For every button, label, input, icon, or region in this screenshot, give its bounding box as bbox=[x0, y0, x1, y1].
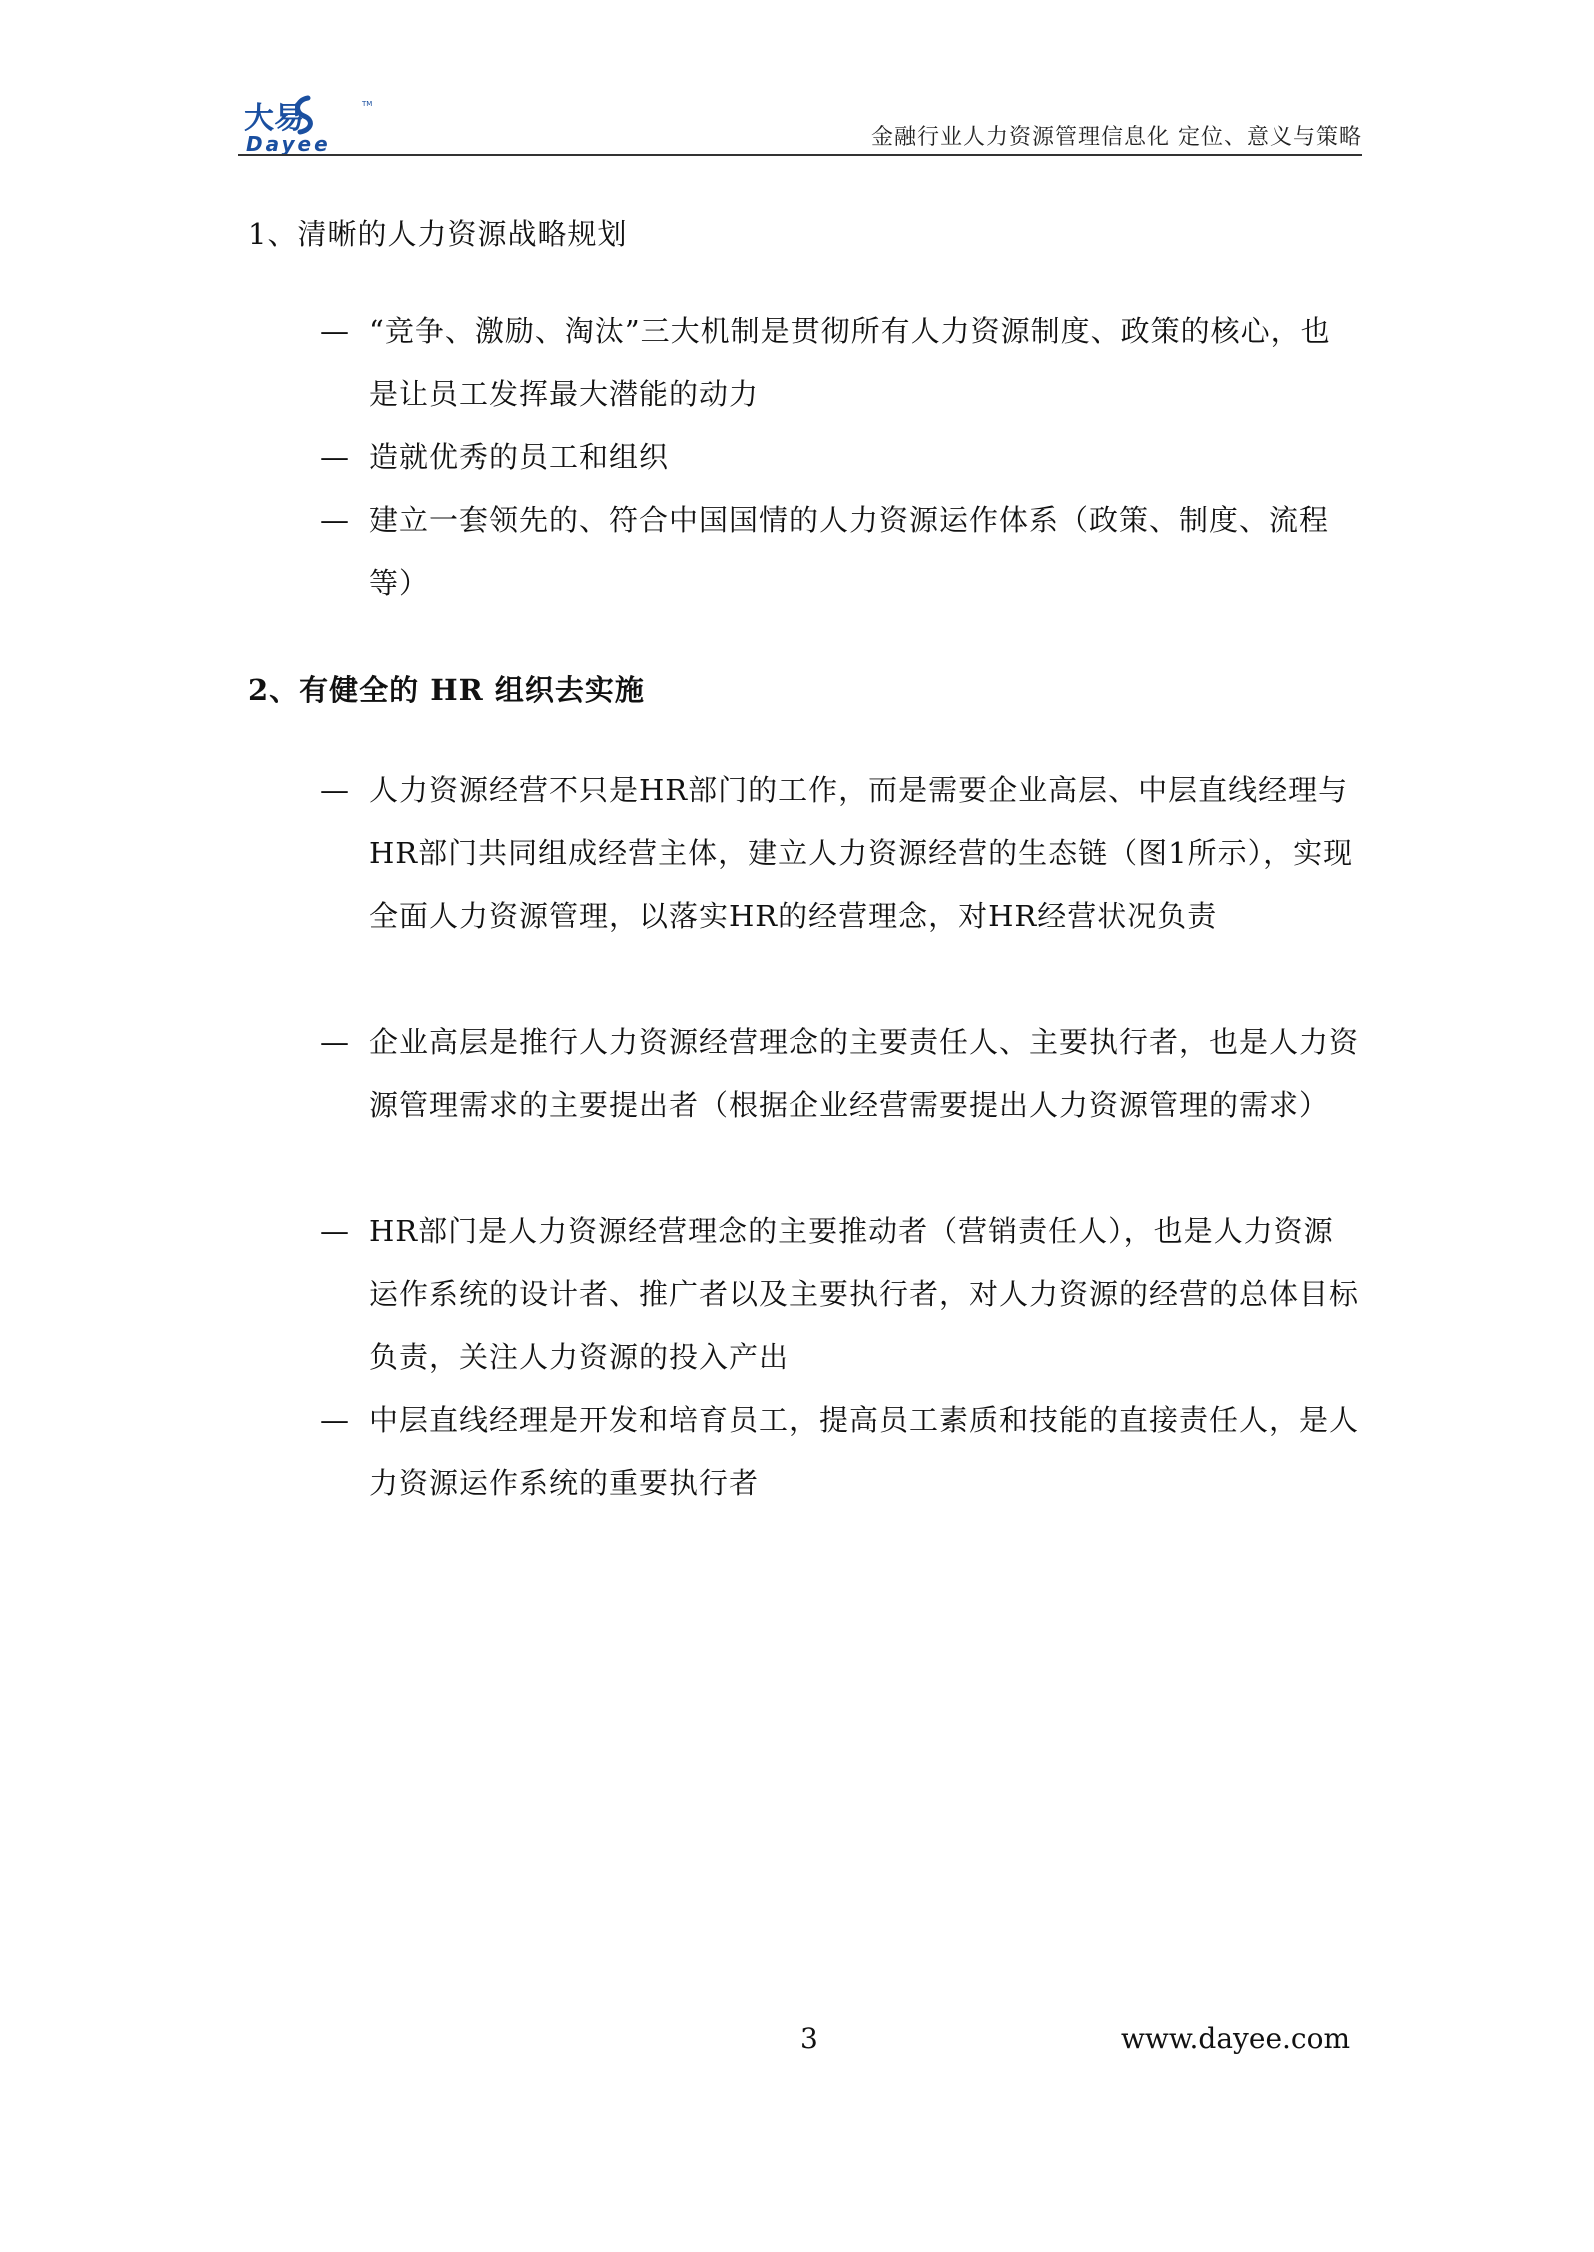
list-item-text: 中层直线经理是开发和培育员工，提高员工素质和技能的直接责任人，是人力资源运作系统的重要执行者 bbox=[369, 1403, 1360, 1500]
header-divider bbox=[238, 154, 1362, 156]
dash-bullet: — bbox=[320, 1403, 349, 1437]
list-item bbox=[320, 489, 1360, 615]
logo-cn-text: 大易 bbox=[244, 101, 304, 136]
list-item-text: 造就优秀的员工和组织 bbox=[369, 440, 670, 474]
logo-en-text: Dayee bbox=[246, 132, 331, 154]
dash-bullet: — bbox=[320, 1025, 349, 1059]
dash-bullet: — bbox=[320, 503, 349, 537]
page-header bbox=[238, 90, 1362, 156]
list-item-text: 建立一套领先的、符合中国国情的人力资源运作体系（政策、制度、流程等） bbox=[369, 503, 1330, 600]
dash-bullet: — bbox=[320, 773, 349, 807]
header-title: 金融行业人力资源管理信息化 定位、意义与策略 bbox=[871, 125, 1362, 150]
list-item bbox=[320, 759, 1360, 948]
list-item-text: “竞争、激励、淘汰”三大机制是贯彻所有人力资源制度、政策的核心，也是让员工发挥最大潜能的动力 bbox=[369, 314, 1331, 411]
dayee-logo bbox=[238, 94, 378, 154]
dash-bullet: — bbox=[320, 1214, 349, 1248]
footer-url: www.dayee.com bbox=[1120, 2022, 1350, 2055]
list-item bbox=[320, 1011, 1360, 1137]
svg-text:TM: TM bbox=[362, 100, 373, 108]
section-2-heading: 2、有健全的 HR 组织去实施 bbox=[248, 673, 645, 707]
page-number: 3 bbox=[800, 2022, 818, 2055]
list-item bbox=[320, 426, 1360, 489]
list-item-text: 人力资源经营不只是HR部门的工作，而是需要企业高层、中层直线经理与HR部门共同组成经营主体，建立人力资源经营的生态链（图1所示），实现全面人力资源管理，以落实HR的经营理念，对HR经营状况负责 bbox=[369, 773, 1354, 933]
list-item bbox=[320, 1389, 1360, 1515]
list-item-text: 企业高层是推行人力资源经营理念的主要责任人、主要执行者，也是人力资源管理需求的主要提出者（根据企业经营需要提出人力资源管理的需求） bbox=[369, 1025, 1360, 1122]
dash-bullet: — bbox=[320, 314, 349, 348]
dash-bullet: — bbox=[320, 440, 349, 474]
list-item bbox=[320, 1200, 1360, 1389]
list-item bbox=[320, 300, 1360, 426]
list-item-text: HR部门是人力资源经营理念的主要推动者（营销责任人），也是人力资源运作系统的设计者、推广者以及主要执行者，对人力资源的经营的总体目标负责，关注人力资源的投入产出 bbox=[369, 1214, 1360, 1374]
section-1-heading: 1、清晰的人力资源战略规划 bbox=[248, 217, 628, 251]
